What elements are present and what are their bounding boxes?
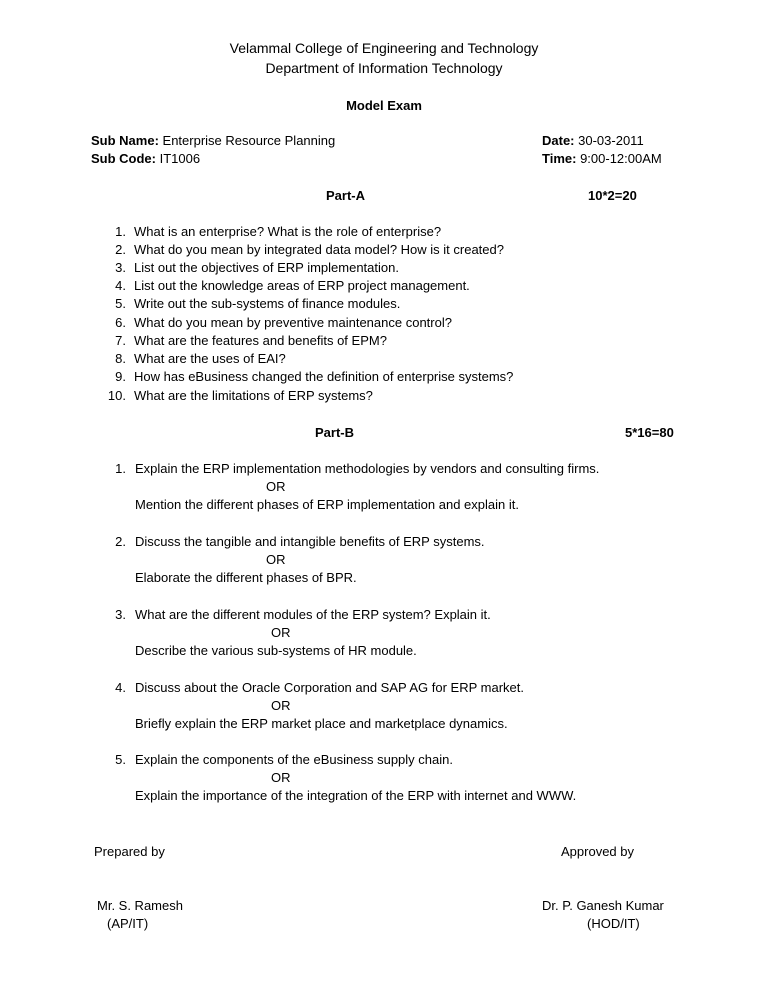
time-value: 9:00-12:00AM — [580, 151, 662, 166]
alternate-question-text: Describe the various sub-systems of HR module. — [135, 643, 417, 658]
sub-name-value: Enterprise Resource Planning — [162, 133, 336, 148]
exam-time — [542, 150, 662, 168]
list-item — [100, 751, 700, 805]
or-separator: OR — [271, 698, 291, 713]
question-number: 3. — [115, 260, 126, 275]
question-number: 3. — [115, 607, 126, 622]
approved-by-label: Approved by — [561, 844, 634, 859]
question-number: 6. — [115, 315, 126, 330]
question-number: 5. — [115, 296, 126, 311]
exam-date — [542, 132, 644, 150]
approved-by-name: Dr. P. Ganesh Kumar — [542, 898, 664, 913]
prepared-by-role: (AP/IT) — [107, 916, 149, 931]
date-label: Date: — [542, 133, 575, 148]
list-item — [100, 533, 700, 587]
part-b-questions — [100, 460, 700, 810]
department-name: Department of Information Technology — [265, 60, 503, 76]
question-text: What are the limitations of ERP systems? — [134, 388, 373, 403]
college-name: Velammal College of Engineering and Technology — [229, 40, 539, 56]
alternate-question-text: Elaborate the different phases of BPR. — [135, 570, 357, 585]
approved-by-role: (HOD/IT) — [587, 916, 640, 931]
list-item — [100, 460, 700, 514]
sub-code-value: IT1006 — [159, 151, 201, 166]
sub-code-label: Sub Code: — [91, 151, 156, 166]
question-number: 9. — [115, 369, 126, 384]
question-number: 1. — [115, 461, 126, 476]
question-text: Explain the ERP implementation methodologies by vendors and consulting firms. — [135, 461, 600, 476]
part-b-title: Part-B — [315, 425, 355, 440]
question-number: 7. — [115, 333, 126, 348]
question-number: 2. — [115, 242, 126, 257]
prepared-by-name: Mr. S. Ramesh — [97, 898, 183, 913]
question-text: Explain the components of the eBusiness supply chain. — [135, 752, 453, 767]
question-text: List out the objectives of ERP implementation. — [134, 260, 399, 275]
list-item — [100, 679, 700, 733]
or-separator: OR — [271, 770, 291, 785]
question-text: What are the uses of EAI? — [134, 351, 286, 366]
question-number: 2. — [115, 534, 126, 549]
list-item — [100, 606, 700, 660]
question-text: List out the knowledge areas of ERP project management. — [134, 278, 470, 293]
question-text: How has eBusiness changed the definition of enterprise systems? — [134, 369, 514, 384]
question-number: 10. — [107, 388, 126, 403]
question-number: 4. — [115, 680, 126, 695]
exam-title: Model Exam — [346, 98, 422, 113]
alternate-question-text: Mention the different phases of ERP implementation and explain it. — [135, 497, 519, 512]
question-text: Discuss about the Oracle Corporation and SAP AG for ERP market. — [135, 680, 524, 695]
subject-code — [91, 150, 200, 168]
question-text: What is an enterprise? What is the role of enterprise? — [134, 224, 442, 239]
question-text: Discuss the tangible and intangible benefits of ERP systems. — [135, 534, 485, 549]
sub-name-label: Sub Name: — [91, 133, 159, 148]
or-separator: OR — [266, 479, 286, 494]
date-value: 30-03-2011 — [578, 133, 644, 148]
alternate-question-text: Explain the importance of the integration of the ERP with internet and WWW. — [135, 788, 577, 803]
prepared-by-label: Prepared by — [94, 844, 165, 859]
question-text: What do you mean by integrated data model? How is it created? — [134, 242, 504, 257]
part-b-marks: 5*16=80 — [625, 425, 674, 440]
question-number: 8. — [115, 351, 126, 366]
alternate-question-text: Briefly explain the ERP market place and marketplace dynamics. — [135, 716, 508, 731]
question-text: Write out the sub-systems of finance modules. — [134, 296, 401, 311]
question-text: What are the different modules of the ERP system? Explain it. — [135, 607, 491, 622]
question-number: 1. — [115, 224, 126, 239]
part-a-title: Part-A — [326, 188, 366, 203]
part-a-marks: 10*2=20 — [588, 188, 637, 203]
or-separator: OR — [271, 625, 291, 640]
question-number: 5. — [115, 752, 126, 767]
part-a-questions — [100, 223, 660, 413]
time-label: Time: — [542, 151, 577, 166]
question-text: What do you mean by preventive maintenance control? — [134, 315, 452, 330]
question-text: What are the features and benefits of EPM? — [134, 333, 387, 348]
subject-name — [91, 132, 335, 150]
question-number: 4. — [115, 278, 126, 293]
or-separator: OR — [266, 552, 286, 567]
